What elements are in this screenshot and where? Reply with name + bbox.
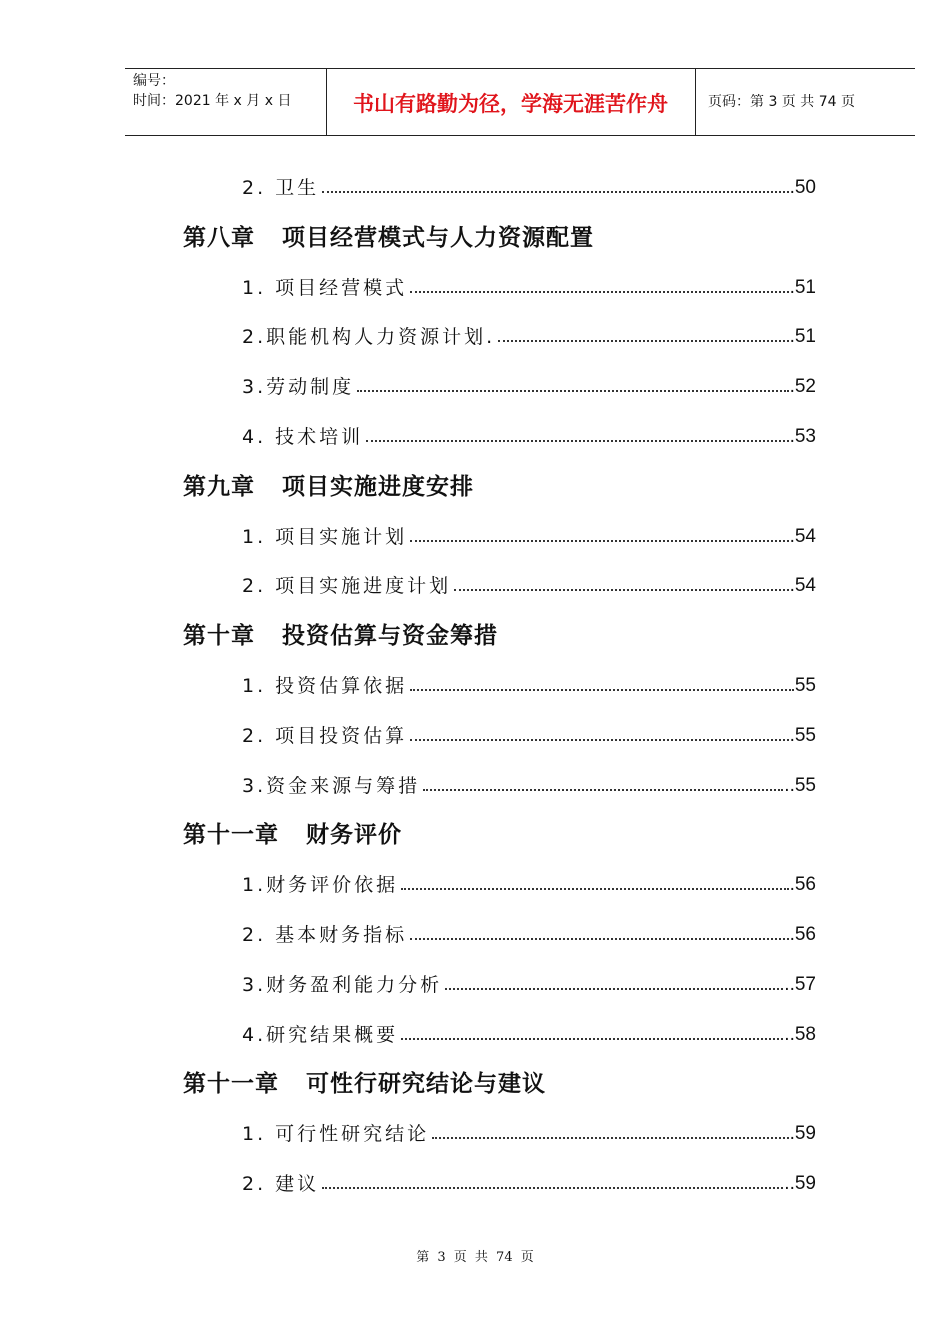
toc-entry[interactable] [242,1170,816,1198]
header-bottom-rule [125,135,915,136]
toc-entry-title: 2. 项目实施进度计划 [242,575,452,598]
toc-entry-title: 1. 项目实施计划 [242,525,408,548]
chapter-heading: 第十一章 财务评价 [183,822,403,849]
toc-entry-title: 2. 项目投资估算 [242,724,408,747]
toc-entry-page: .53 [789,426,816,447]
toc-entry[interactable] [242,523,816,551]
toc-entry-page: ..59 [784,1173,816,1194]
dot-leader [357,389,788,392]
toc-entry-page: ..57 [784,973,816,995]
dot-leader [454,588,788,591]
toc-entry-title: 2. 建议 [242,1173,320,1195]
dot-leader [322,190,788,193]
chapter-heading: 第十章 投资估算与资金筹措 [183,623,499,650]
toc-entry-title: 2. 卫生 [242,177,320,199]
chapter-heading: 第十一章 可性行研究结论与建议 [183,1071,547,1098]
toc-entry[interactable] [242,672,816,700]
toc-entry[interactable] [242,572,816,600]
dot-leader [401,1037,783,1040]
toc-entry[interactable] [242,722,816,750]
toc-entry-page: .54 [789,525,816,547]
toc-entry-title: 3.劳动制度 [242,376,355,399]
toc-entry[interactable] [242,373,816,401]
toc-entry[interactable] [242,871,816,899]
header-number-label: 编号： [133,73,175,89]
toc-entry-title: 3.资金来源与筹措 [242,774,421,797]
dot-leader [322,1186,783,1189]
header-top-rule [125,68,915,69]
dot-leader [498,339,788,342]
toc-entry-page: .52 [789,376,816,398]
toc-entry-title: 3.财务盈利能力分析 [242,973,443,996]
toc-entry[interactable] [242,274,816,302]
toc-entry[interactable] [242,921,816,949]
toc-entry[interactable] [242,323,816,351]
toc-entry[interactable] [242,174,816,202]
dot-leader [432,1136,788,1139]
dot-leader [445,987,783,990]
toc-entry-page: .51 [789,326,816,348]
toc-entry-title: 2. 基本财务指标 [242,924,408,946]
toc-entry-page: ..55 [784,774,816,796]
dot-leader [410,539,788,542]
toc-entry-page: .56 [789,924,816,945]
dot-leader [410,688,794,691]
page-footer: 第 3 页 共 74 页 [416,1250,534,1265]
toc-entry-page: .59 [789,1123,816,1145]
dot-leader [410,290,788,293]
chapter-heading: 第八章 项目经营模式与人力资源配置 [183,224,595,251]
toc-entry-title: 1.财务评价依据 [242,874,399,897]
toc-entry-title: 2.职能机构人力资源计划. [242,326,496,349]
toc-entry-page: .51 [789,276,816,298]
dot-leader [410,937,788,940]
toc-entry-title: 4. 技术培训 [242,426,364,448]
header-meta [133,71,291,111]
dot-leader [366,439,788,442]
dot-leader [423,788,783,791]
toc-entry-title: 4.研究结果概要 [242,1023,399,1046]
toc-entry[interactable] [242,423,816,451]
toc-entry-page: .55 [789,724,816,746]
dot-leader [401,887,788,890]
toc-entry-title: 1. 项目经营模式 [242,276,408,299]
toc-entry-page: .56 [789,874,816,896]
dot-leader [410,738,788,741]
toc-entry-page: .50 [789,177,816,198]
toc-entry[interactable] [242,971,816,999]
header-date: 时间：2021 年 x 月 x 日 [133,93,292,109]
chapter-heading: 第九章 项目实施进度安排 [183,473,475,500]
header-page-number: 页码：第 3 页 共 74 页 [708,94,855,110]
header-motto: 书山有路勤为径，学海无涯苦作舟 [353,92,668,116]
toc-entry[interactable] [242,772,816,800]
toc-entry-page: ..58 [784,1023,816,1045]
toc-entry[interactable] [242,1120,816,1148]
toc-entry-title: 1. 投资估算依据 [242,675,408,697]
toc-entry-title: 1. 可行性研究结论 [242,1123,430,1146]
header-divider-right [695,68,696,136]
toc-entry-page: 55 [794,675,816,696]
toc-entry[interactable] [242,1021,816,1049]
toc-entry-page: .54 [789,575,816,597]
